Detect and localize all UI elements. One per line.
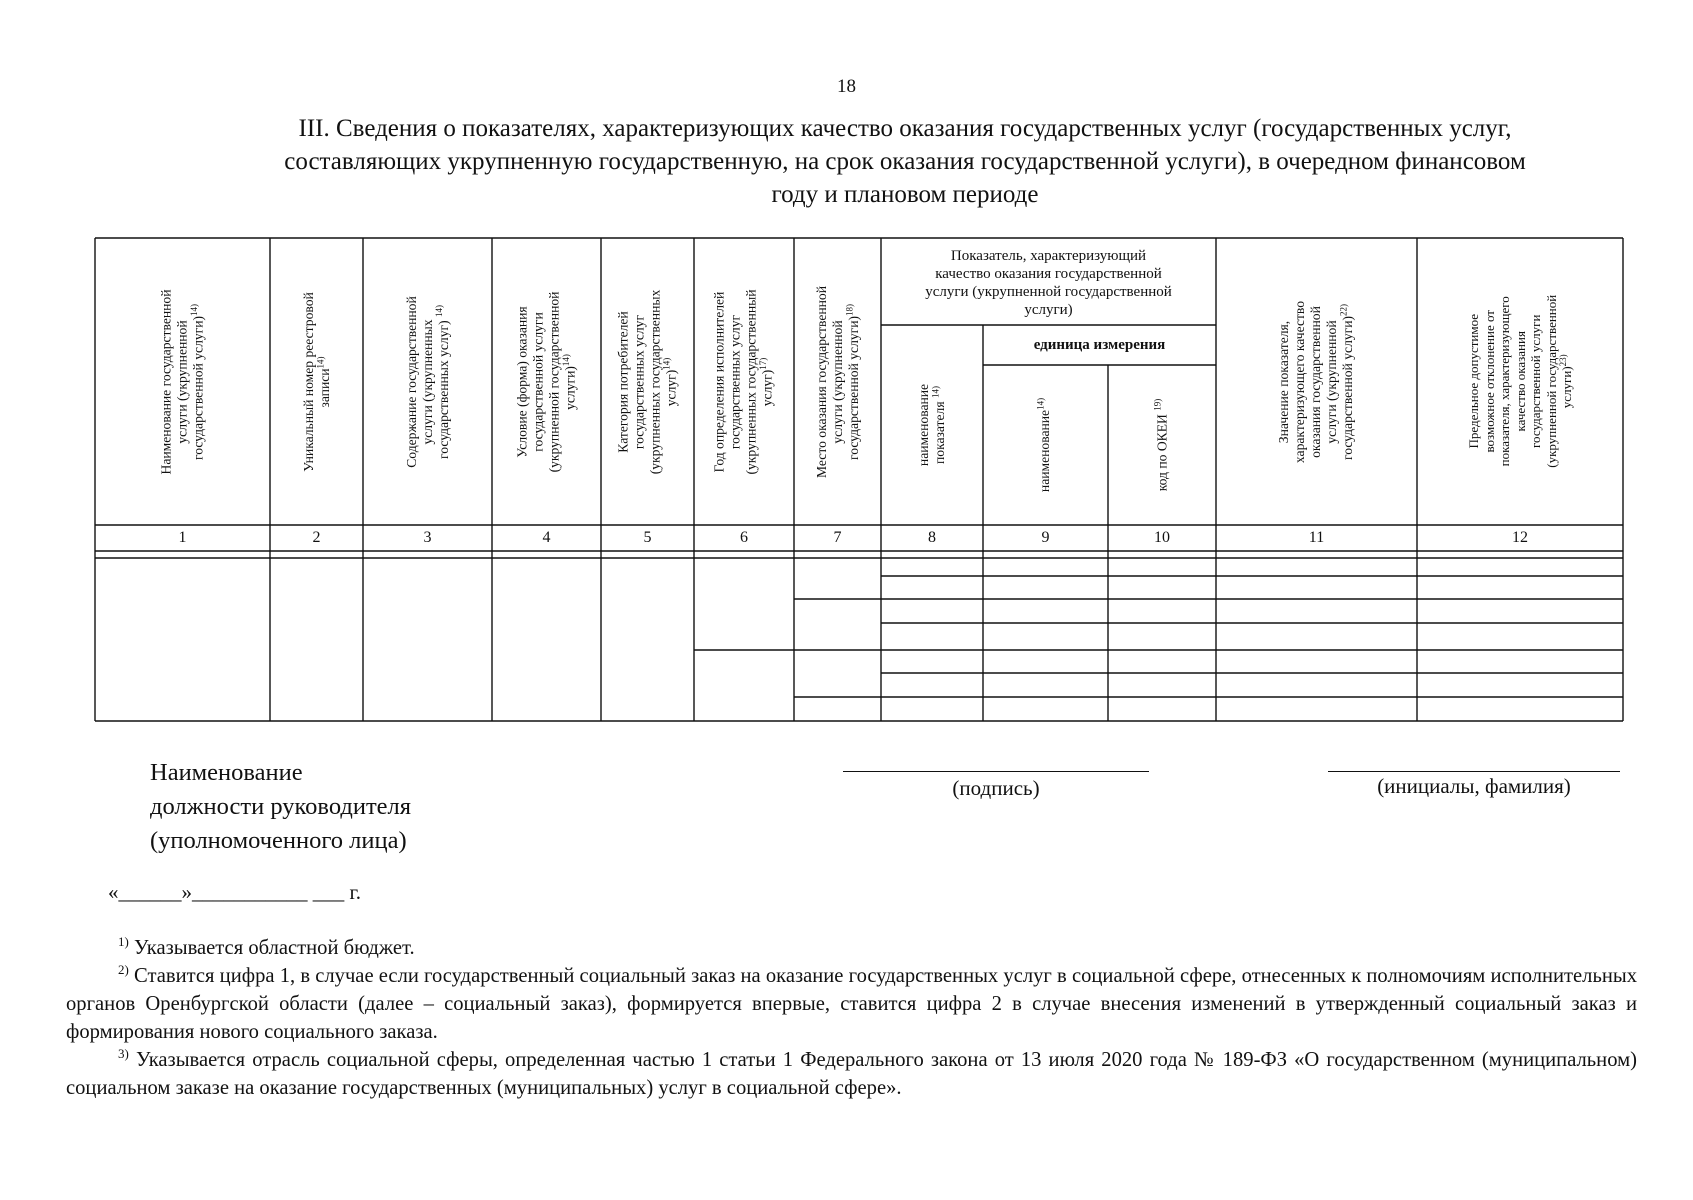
heading-line: III. Сведения о показателях, характеризующих качество оказания государственных услуг (государственных услуг, [298,115,1512,142]
col-header-unit-name: наименование$^{14)}$ [1035,397,1053,493]
col-header-service-place: Место оказания государственной услуги (укрупненной государственной услуги)$^{18)}$ [813,285,861,478]
col-header-indicator-value: Значение показателя, характеризующего качество оказания государственной услуги (укрупненной государственной услуги)$^{22)}$ [1276,300,1356,463]
col-header-allowed-deviation: Предельное допустимое возможное отклонение от показателя, характеризующего качество оказания государственной услуги (укрупненной государственной услуги)$^{23)}$ [1465,295,1574,468]
column-number: 12 [1512,529,1528,546]
heading-line: составляющих укрупненную государственную, на срок оказания государственной услуги), в очередном финансовом [284,148,1526,175]
col-header-service-name: Наименование государственной услуги (укрупненной государственной услуги)$^{14)}$ [158,289,206,474]
col-header-contractor-year: Год определения исполнителей государственных услуг (укрупненных государственный услуг)$^{17)}$ [712,288,775,475]
name-line [1328,771,1620,772]
col-group-quality-indicator: Показатель, характеризующий качество оказания государственной услуги (укрупненной государственной услуги) [925,247,1172,318]
column-number: 2 [312,529,321,546]
col-header-indicator-name: наименование показателя $^{14)}$ [916,383,947,467]
column-number: 5 [643,529,652,546]
footnote: $^{1)}$ Указывается областной бюджет. [118,934,415,959]
column-number: 10 [1154,529,1170,546]
footnotes [66,934,1637,1102]
footnote: $^{3)}$ Указывается отрасль социальной сферы, определенная частью 1 статьи 1 Федерального закона от 13 июля 2020 года № 189-ФЗ «О государственном (муниципальном) социальном заказе на оказание государственных (муниципальных) услуг в социальной сфере». [66,1046,1637,1099]
section-heading [170,112,1640,211]
column-number: 8 [928,529,936,546]
column-number: 9 [1041,529,1050,546]
col-header-service-condition: Условие (форма) оказания государственной услуги (укрупненной государственной услуги)$^{14)}$ [514,291,578,472]
column-number: 3 [423,529,432,546]
heading-line: году и плановом периоде [771,181,1039,208]
col-header-service-content: Содержание государственной услуги (укрупненных государственных услуг) $^{14)}$ [403,295,451,468]
col-header-registry-number: Уникальный номер реестровой записи$^{14)}$ [300,291,332,472]
col-header-okei-code: код по ОКЕИ $^{19)}$ [1152,398,1169,492]
column-number: 4 [542,529,551,546]
page-number: 18 [837,76,856,97]
col-header-consumer-category: Категория потребителей государственных услуг (укрупненных государственных услуг)$^{14)}$ [615,289,679,474]
col-group-unit: единица измерения [1033,337,1166,353]
column-number: 7 [833,529,842,546]
name-label: (инициалы, фамилия) [1377,774,1571,798]
footnote: $^{2)}$ Ставится цифра 1, в случае если государственный социальный заказ на оказание государственных услуг в социальной сфере, отнесенных к полномочиям исполнительных органов Оренбургской области (далее – социальный заказ), формируется впервые, ставится цифра 2 в случае внесения изменений в утвержденный социальный заказ и формирования нового социального заказа. [66,962,1637,1043]
date-line: «______»___________ ___ г. [108,880,361,904]
signature-label: (подпись) [952,776,1040,800]
signer-position: Наименование должности руководителя (уполномоченного лица) [150,759,412,854]
column-number: 1 [178,529,187,546]
signature-line [843,771,1149,772]
column-number: 11 [1308,529,1325,546]
column-number: 6 [740,529,748,546]
